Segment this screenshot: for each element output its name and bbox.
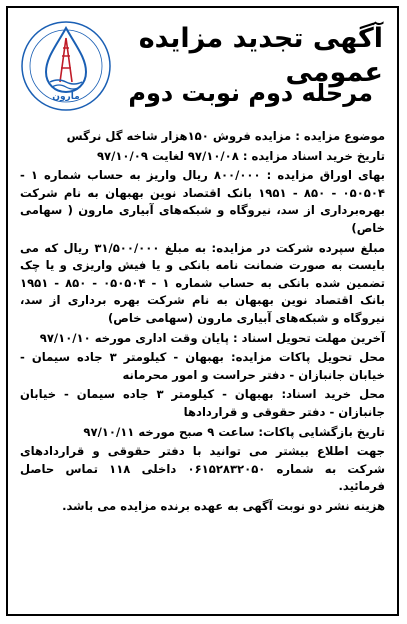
deposit-amount: مبلغ سپرده شرکت در مزایده: به مبلغ ۳۱/۵۰۰/۰۰۰ ریال که می بایست به صورت ضمانت نامه بانکی و یا فیش واریزی و یا چک تضمین شده بانکی به حساب شماره ۱ - ۰۵۰۵۰۴ - ۸۵۰ - ۱۹۵۱ بانک اقتصاد نوین بهبهان به نام شرکت بهره برداری از سد، نیروگاه و شبکه‌های آبیاری مارون (سهامی خاص) [20, 240, 386, 325]
advertisement-frame [6, 6, 399, 616]
logo-caption: مارون [52, 92, 80, 102]
company-logo [18, 16, 114, 116]
page-subtitle: مرحله دوم نوبت دوم [128, 79, 373, 107]
opening-date: تاریخ بازگشایی پاکات: ساعت ۹ صبح مورخه ۹۷/۱۰/۱۱ [83, 424, 385, 439]
submission-deadline: آخرین مهلت تحویل اسناد : پایان وقت اداری مورخه ۹۷/۱۰/۱۰ [39, 330, 385, 345]
publication-cost-note: هزینه نشر دو نوبت آگهی به عهده برنده مزایده می باشد. [62, 498, 385, 513]
envelope-delivery-location: محل تحویل پاکات مزایده: بهبهان - کیلومتر ۳ جاده سیمان - خیابان جانبازان - دفتر حراست و امور محرمانه [20, 350, 385, 382]
document-purchase-date: تاریخ خرید اسناد مزایده : ۹۷/۱۰/۰۸ لغایت ۹۷/۱۰/۰۹ [96, 148, 385, 163]
document-price: بهای اوراق مزایده : ۸۰۰/۰۰۰ ریال واریز به حساب شماره ۱ - ۰۵۰۵۰۴ - ۸۵۰ - ۱۹۵۱ بانک اقتصاد نوین بهبهان به نام شرکت بهره‌برداری از سد، نیروگاه و شبکه‌های آبیاری مارون ( سهامی خاص) [20, 168, 386, 235]
document-purchase-location: محل خرید اسناد: بهبهان - کیلومتر ۳ جاده سیمان - خیابان جانبازان - دفتر حقوقی و قراردادها [20, 387, 385, 419]
contact-info: جهت اطلاع بیشتر می توانید با دفتر حقوقی و قراردادهای شرکت به شماره ۰۶۱۵۲۸۳۲۰۵۰ داخلی ۱۱۸ تماس حاصل فرمائید. [20, 444, 386, 494]
subject-line: موضوع مزایده : مزایده فروش ۱۵۰هزار شاخه گل نرگس [66, 129, 385, 143]
announcement-body [20, 128, 385, 517]
page-title: آگهی تجدید مزایده عمومی [138, 23, 383, 88]
